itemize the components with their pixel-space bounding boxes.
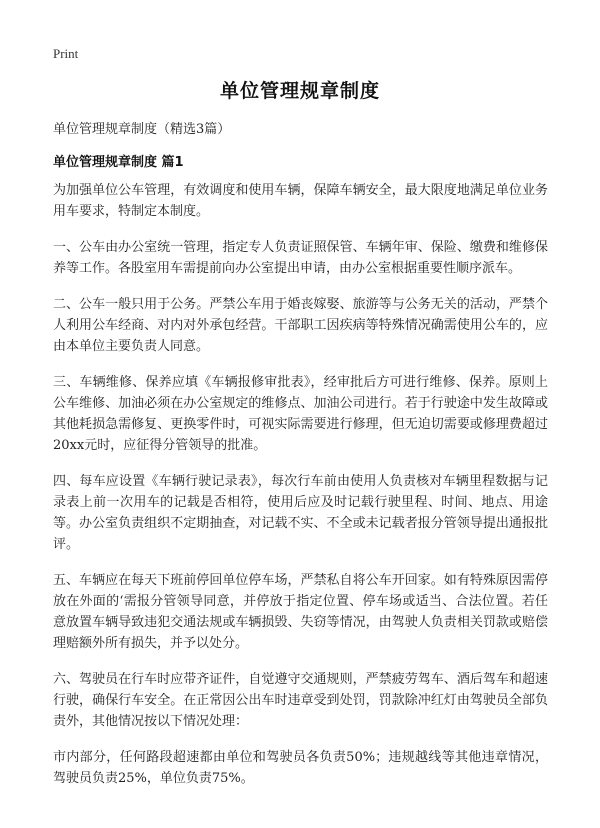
paragraph-intro: 为加强单位公车管理，有效调度和使用车辆，保障车辆安全，最大限度地满足单位业务用车要求，特制定本制度。 xyxy=(53,183,548,219)
section-heading: 单位管理规章制度 篇1 xyxy=(53,155,184,170)
paragraph-rule-2: 二、公车一般只用于公务。严禁公车用于婚丧嫁娶、旅游等与公务无关的活动，严禁个人利用公车经商、对内对外承包经营。干部职工因疾病等特殊情况确需使用公车的，应由本单位主要负责人同意。 xyxy=(53,297,548,354)
paragraph-rule-5: 五、车辆应在每天下班前停回单位停车场，严禁私自将公车开回家。如有特殊原因需停放在外面的‘需报分管领导同意，并停放于指定位置、停车场或适当、合法位置。若任意放置车辆导致违犯交通法规或车辆损毁、失窃等情况，由驾驶人负责相关罚款或赔偿理赔额外所有损失，并予以处分。 xyxy=(53,573,548,651)
paragraph-rule-4: 四、每车应设置《车辆行驶记录表》，每次行车前由使用人负责核对车辆里程数据与记录表上前一次用车的记载是否相符，使用后应及时记载行驶里程、时间、地点、用途等。办公室负责组织不定期抽查，对记载不实、不全或未记载者报分管领导提出通报批评。 xyxy=(53,474,548,552)
page-title: 单位管理规章制度 xyxy=(219,80,380,102)
paragraph-rule-6: 六、驾驶员在行车时应带齐证件，自觉遵守交通规则，严禁疲劳驾车、酒后驾车和超速行驶，确保行车安全。在正常因公出车时违章受到处罚，罚款除冲红灯由驾驶员全部负责外，其他情况按以下情况处理： xyxy=(53,672,548,729)
print-link[interactable]: Print xyxy=(53,46,79,61)
document-body xyxy=(53,180,548,804)
paragraph-rule-1: 一、公车由办公室统一管理，指定专人负责证照保管、车辆年审、保险、缴费和维修保养等工作。各股室用车需提前向办公室提出申请，由办公室根据重要性顺序派车。 xyxy=(53,240,548,276)
document-subtitle: 单位管理规章制度（精选3篇） xyxy=(53,122,231,137)
paragraph-rule-3: 三、车辆维修、保养应填《车辆报修审批表》，经审批后方可进行维修、保养。原则上公车维修、加油必须在办公室规定的维修点、加油公司进行。若于行驶途中发生故障或其他耗损急需修复、更换零件时，可视实际需要进行修理，但无迫切需要或修理费超过20xx元时，应征得分管领导的批准。 xyxy=(53,375,548,453)
paragraph-city-rule: 市内部分，任何路段超速都由单位和驾驶员各负责50%；违规越线等其他违章情况，驾驶员负责25%，单位负责75%。 xyxy=(53,750,548,786)
